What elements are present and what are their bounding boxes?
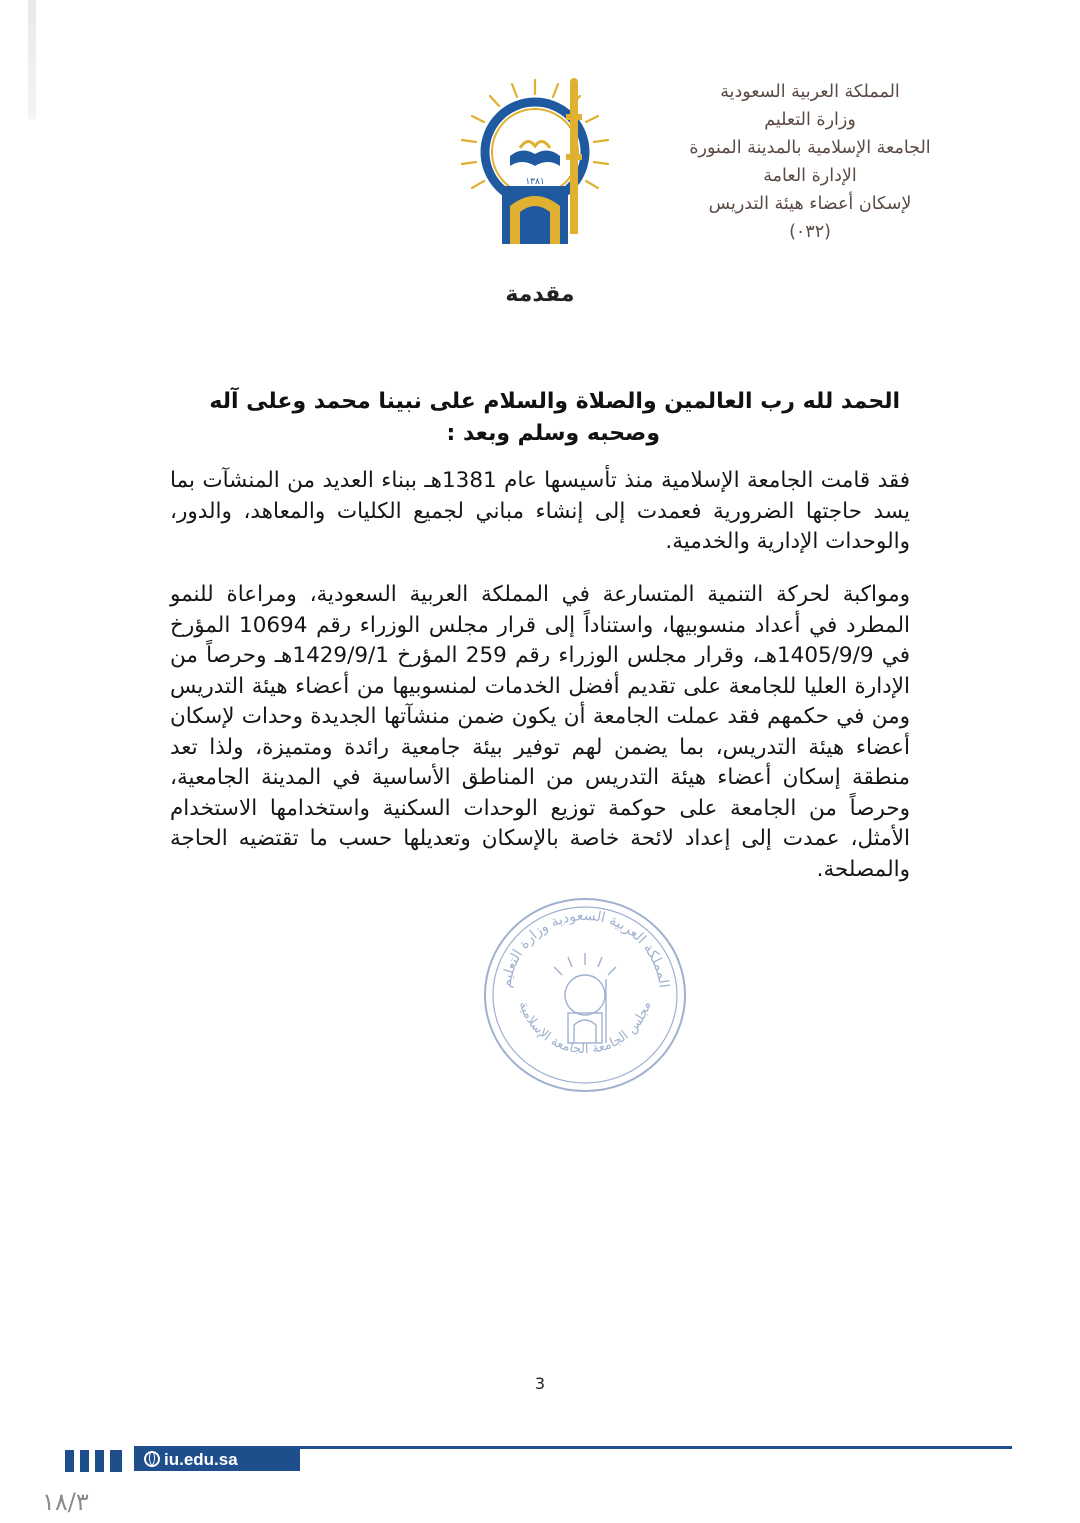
globe-icon [144,1451,160,1467]
letterhead [650,78,970,246]
stamp-bottom-text: مجلس الجامعة الجامعة الإسلامية [515,999,655,1058]
svg-text:مجلس الجامعة الجامعة الإسلامية [516,1000,655,1057]
paragraph-housing: ومواكبة لحركة التنمية المتسارعة في المملكة العربية السعودية، ومراعاة للنمو المطرد في أعداد منسوبيها، واستناداً إلى قرار مجلس الوزراء رقم 10694 المؤرخ في 1405/9/9هـ، وقرار مجلس الوزراء رقم 259 المؤرخ 1429/9/1هـ وحرصاً من الإدارة العليا للجامعة على تقديم أفضل الخدمات لمنسوبيها من أعضاء هيئة التدريس ومن في حكمهم فقد عملت الجامعة أن يكون ضمن منشآتها الجديدة وحدات لإسكان أعضاء هيئة التدريس، بما يضمن لهم توفير بيئة جامعية رائدة ومتميزة، ولذا تعد منطقة إسكان أعضاء هيئة التدريس من المناطق الأساسية في المدينة الجامعية، وحرصاً من الجامعة على حوكمة توزيع الوحدات السكنية واستخدامها الاستخدام الأمثل، عمدت إلى إعداد لائحة خاصة بالإسكان وتعديلها حسب ما تقتضيه الحاجة والمصلحة. [170,582,911,882]
scan-edge-artifact [28,0,36,120]
opening-praise [170,386,900,450]
header-line-ministry: وزارة التعليم [764,110,856,130]
page-number: 3 [534,1374,546,1393]
header-line-department: لإسكان أعضاء هيئة التدريس [708,194,912,214]
corner-page-count: ١٨/٣ [42,1488,89,1516]
footer-website[interactable] [134,1449,300,1471]
header-line-university: الجامعة الإسلامية بالمدينة المنورة [689,138,931,158]
paragraph-founding: فقد قامت الجامعة الإسلامية منذ تأسيسها عام 1381هـ ببناء العديد من المنشآت بما يسد حاجتها الضرورية فعمدت إلى إنشاء مباني لجميع الكليات والمعاهد، والدور، والوحدات الإدارية والخدمية. [170,468,911,554]
footer-url-text: iu.edu.sa [164,1450,238,1469]
opening-praise-line-2: وصحبه وسلم وبعد : [446,421,660,446]
page-title: مقدمة [505,282,575,307]
stamp-top-text: المملكة العربية السعودية وزارة التعليم [498,907,672,989]
official-seal-stamp-icon [480,895,690,1095]
header-line-code: (٠٣٢) [789,222,831,242]
header-line-kingdom: المملكة العربية السعودية [720,82,900,102]
header-line-admin: الإدارة العامة [763,166,857,186]
logo-year: ١٣٨١ [525,177,545,187]
islamic-university-logo-icon [450,74,620,249]
opening-praise-line-1: الحمد لله رب العالمين والصلاة والسلام على نبينا محمد وعلى آله [209,389,900,414]
